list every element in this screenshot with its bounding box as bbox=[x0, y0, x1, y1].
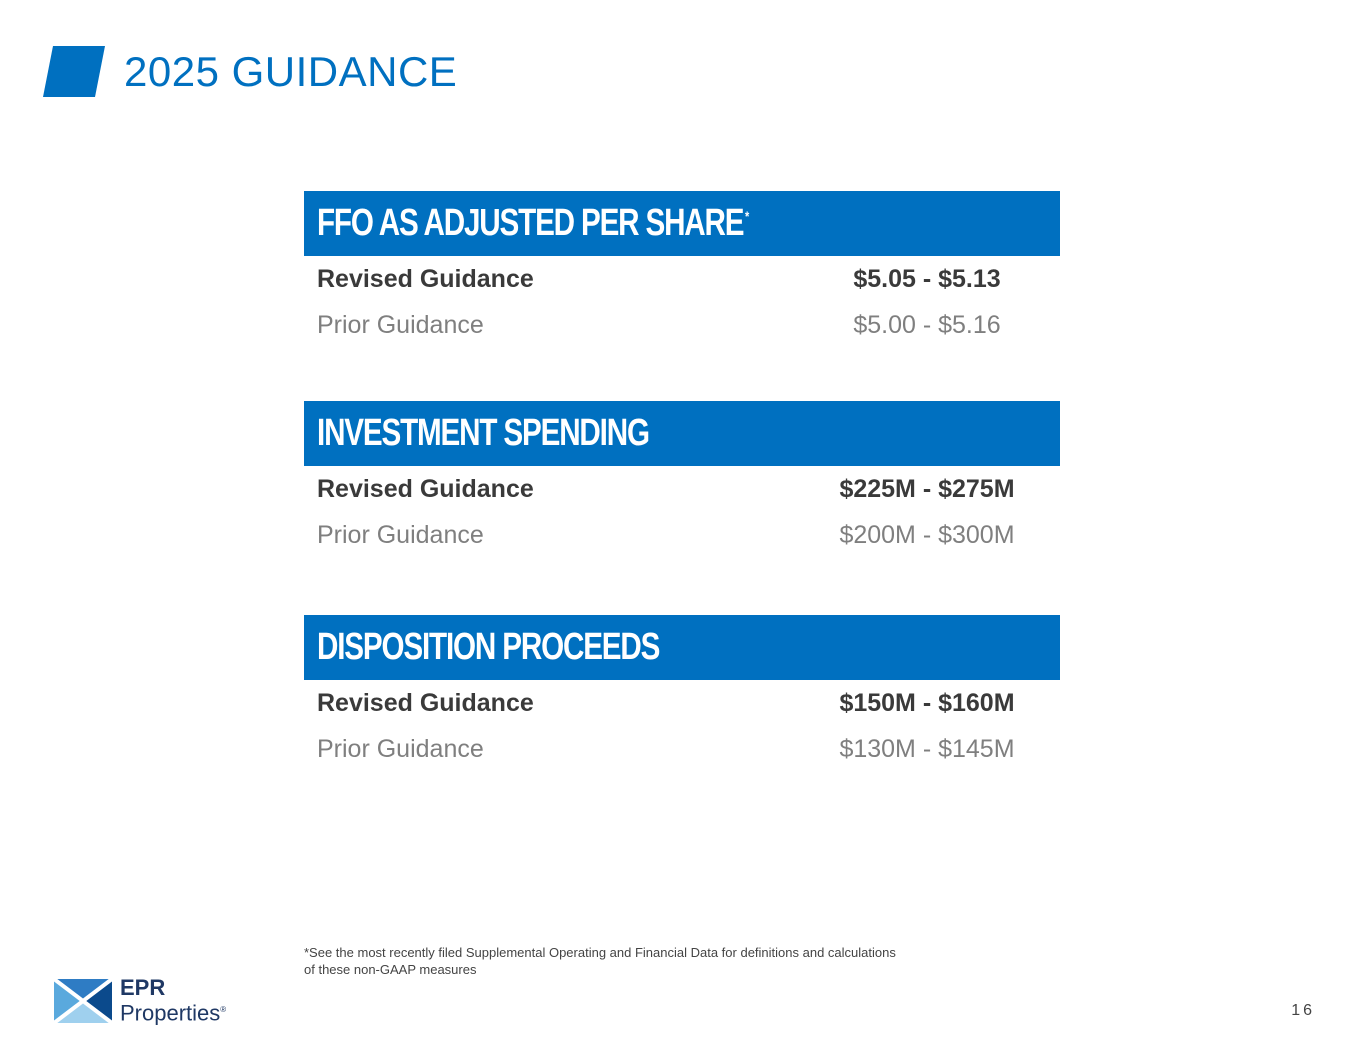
footnote-line: *See the most recently filed Supplemental Operating and Financial Data for definitions and calculations bbox=[304, 945, 896, 960]
row-value: $5.00 - $5.16 bbox=[853, 311, 1001, 339]
footnote-marker: * bbox=[744, 208, 749, 225]
row-label: Revised Guidance bbox=[317, 689, 534, 717]
logo-properties-text: Properties® bbox=[120, 1000, 227, 1026]
registered-mark: ® bbox=[220, 1005, 227, 1015]
section-header bbox=[304, 401, 1060, 466]
row-value: $150M - $160M bbox=[839, 689, 1015, 717]
section-header bbox=[304, 615, 1060, 680]
footnote bbox=[304, 944, 1024, 978]
epr-logo-icon bbox=[54, 979, 112, 1023]
revised-guidance-row bbox=[304, 256, 1060, 302]
row-label: Revised Guidance bbox=[317, 265, 534, 293]
row-label: Prior Guidance bbox=[317, 521, 484, 549]
row-label: Prior Guidance bbox=[317, 311, 484, 339]
row-label: Revised Guidance bbox=[317, 475, 534, 503]
section-title: DISPOSITION PROCEEDS bbox=[317, 626, 660, 668]
footnote-line: of these non-GAAP measures bbox=[304, 962, 477, 977]
row-label: Prior Guidance bbox=[317, 735, 484, 763]
prior-guidance-row bbox=[304, 726, 1060, 772]
page-number: 16 bbox=[1291, 1002, 1315, 1019]
section-header bbox=[304, 191, 1060, 256]
revised-guidance-row bbox=[304, 680, 1060, 726]
row-value: $200M - $300M bbox=[839, 521, 1015, 549]
row-value: $5.05 - $5.13 bbox=[853, 265, 1001, 293]
revised-guidance-row bbox=[304, 466, 1060, 512]
prior-guidance-row bbox=[304, 302, 1060, 348]
company-logo bbox=[54, 975, 227, 1026]
title-accent-shape bbox=[43, 46, 105, 97]
section-ffo bbox=[304, 191, 1060, 348]
page-title: 2025 GUIDANCE bbox=[124, 48, 458, 95]
logo-wordmark bbox=[120, 977, 226, 1024]
logo-epr-text: EPR bbox=[120, 975, 166, 1001]
section-title: FFO AS ADJUSTED PER SHARE * bbox=[317, 202, 749, 244]
row-value: $225M - $275M bbox=[839, 475, 1015, 503]
row-value: $130M - $145M bbox=[839, 735, 1015, 763]
section-investment-spending bbox=[304, 401, 1060, 558]
prior-guidance-row bbox=[304, 512, 1060, 558]
section-title: INVESTMENT SPENDING bbox=[317, 412, 649, 454]
section-disposition-proceeds bbox=[304, 615, 1060, 772]
